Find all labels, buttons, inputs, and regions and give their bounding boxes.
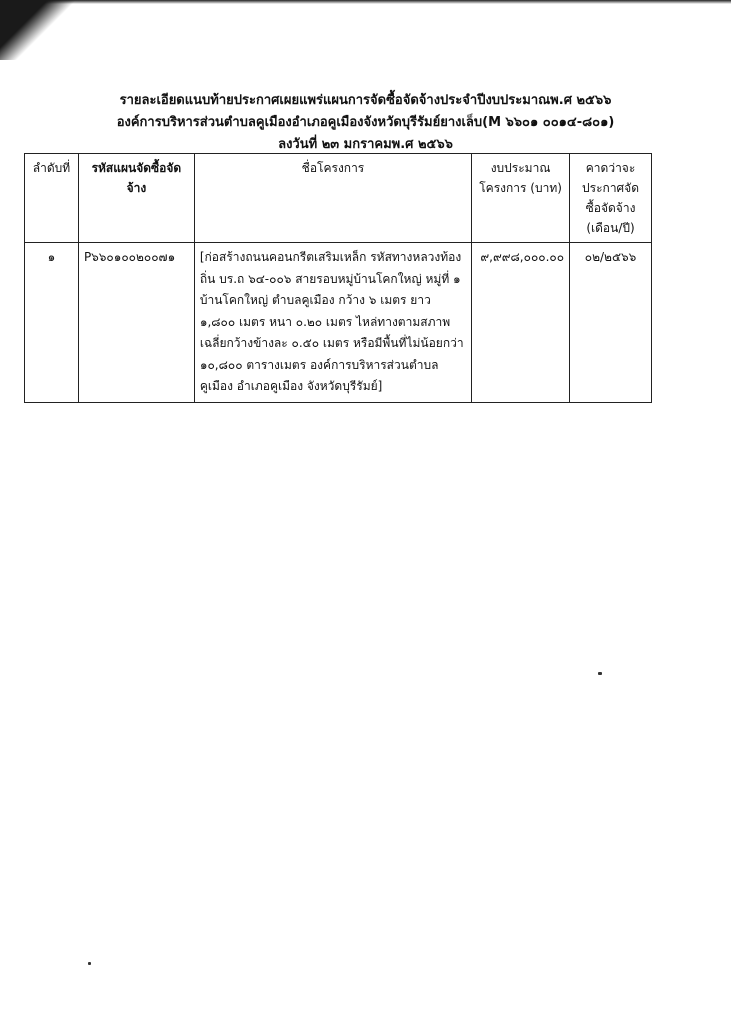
cell-project-name: [ก่อสร้างถนนคอนกรีตเสริมเหล็ก รหัสทางหลวงท้องถิ่น บร.ถ ๖๔-๐๐๖ สายรอบหมู่บ้านโคกใหญ่ หมู่ที่ ๑ บ้านโคกใหญ่ ตำบลคูเมือง กว้าง ๖ เมตร ยาว ๑,๘๐๐ เมตร หนา ๐.๒๐ เมตร ไหล่ทางตามสภาพเฉลี่ยกว้างข้างละ ๐.๕๐ เมตร หรือมีพื้นที่ไม่น้อยกว่า ๑๐,๘๐๐ ตารางเมตร องค์การบริหารส่วนตำบลคูเมือง อำเภอคูเมือง จังหวัดบุรีรัมย์] [194,243,471,403]
header-line-1: รายละเอียดแนบท้ายประกาศเผยแพร่แผนการจัดซื้อจัดจ้างประจำปีงบประมาณพ.ศ ๒๕๖๖ [119,93,612,108]
scan-speck [598,672,602,675]
cell-schedule: ๐๒/๒๕๖๖ [570,243,652,403]
col-header-schedule: คาดว่าจะประกาศจัดซื้อจัดจ้าง (เดือน/ปี) [570,154,652,243]
col-header-project-name: ชื่อโครงการ [194,154,471,243]
table-row [25,243,652,403]
col-header-budget: งบประมาณโครงการ (บาท) [472,154,570,243]
header-line-2: องค์การบริหารส่วนตำบลคูเมืองอำเภอคูเมืองจังหวัดบุรีรัมย์ยางเล็บ(M ๖๖๐๑ ๐๐๑๔-๘๐๑) [116,115,615,130]
header-line-3: ลงวันที่ ๒๓ มกราคมพ.ศ ๒๕๖๖ [278,137,453,152]
cell-plan-code: P๖๖๐๑๐๐๒๐๐๗๑ [78,243,194,403]
scan-shadow-corner [0,0,110,60]
col-header-plan-code: รหัสแผนจัดซื้อจัดจ้าง [78,154,194,243]
cell-budget: ๙,๙๙๘,๐๐๐.๐๐ [472,243,570,403]
col-header-no: ลำดับที่ [25,154,79,243]
cell-no: ๑ [25,243,79,403]
scan-speck [88,962,91,965]
document-header [0,90,731,156]
table-header-row [25,154,652,243]
procurement-plan-table [24,153,652,403]
